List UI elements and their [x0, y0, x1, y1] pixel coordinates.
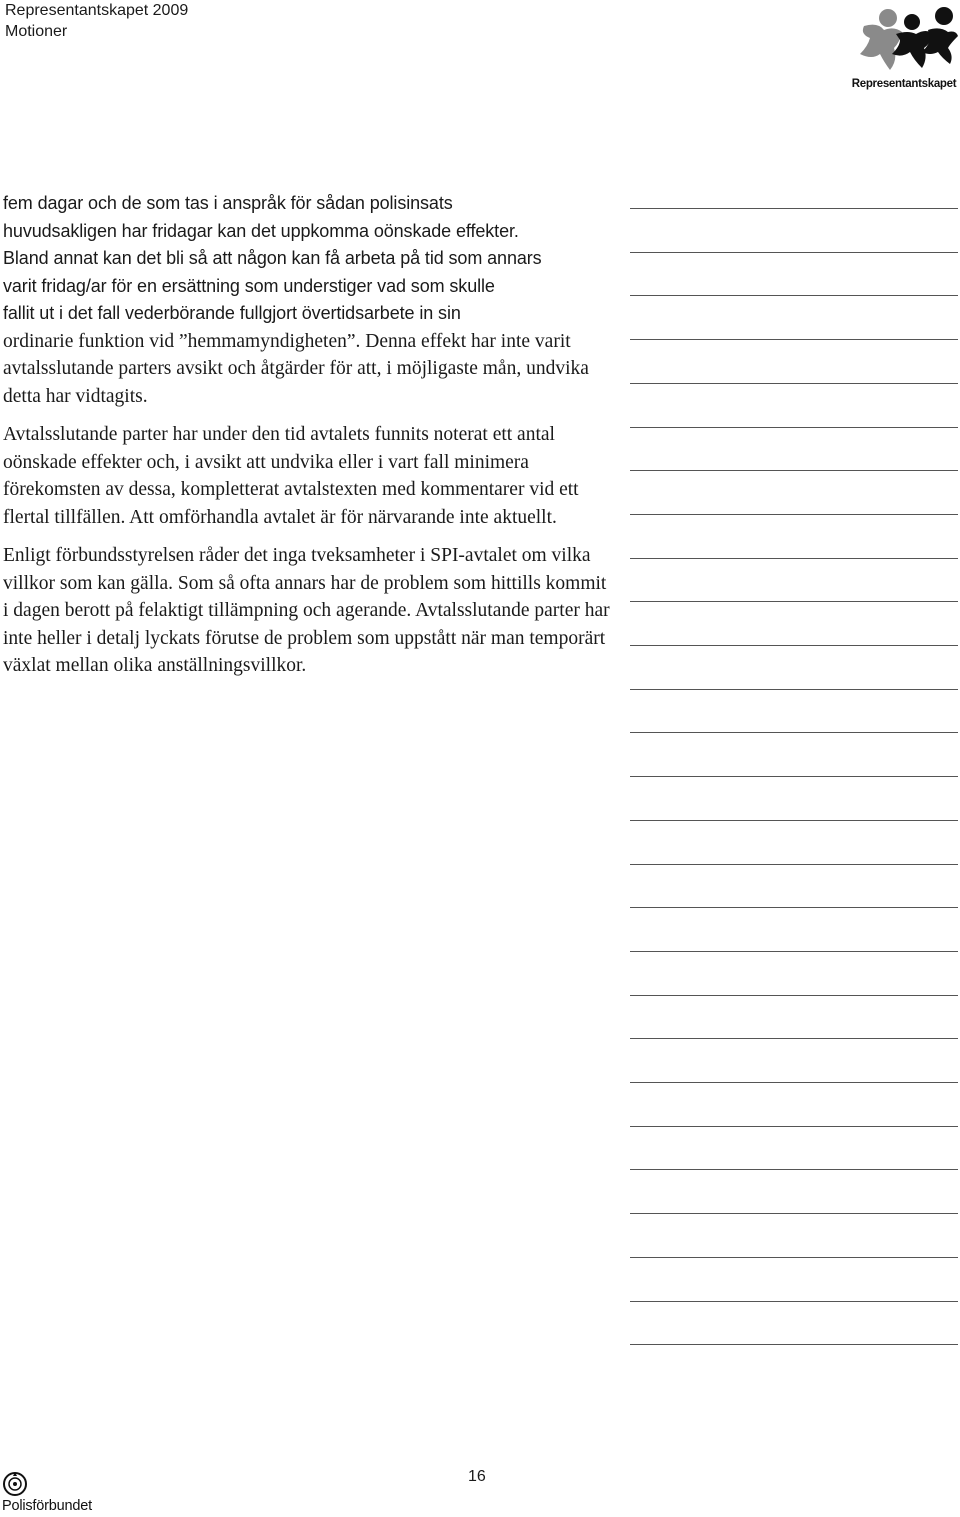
- note-line: [630, 427, 958, 428]
- police-emblem-icon: [2, 1470, 28, 1498]
- paragraph-2: Avtalsslutande parter har under den tid avtalets funnits noterat ett antal oönskade effekter och, i avsikt att undvika eller i vart fall minimera förekomsten av dessa, kompletterat avtalstexten med kommentarer vid ett flertal tillfällen. Att omförhandla avtalet är för närvarande inte aktuellt.: [3, 424, 579, 528]
- note-line: [630, 514, 958, 515]
- note-line: [630, 1169, 958, 1170]
- note-line: [630, 1082, 958, 1083]
- note-line: [630, 951, 958, 952]
- note-line: [630, 1301, 958, 1302]
- logo-label: Representantskapet: [851, 78, 957, 90]
- note-line: [630, 1257, 958, 1258]
- note-line: [630, 689, 958, 690]
- page-number: 16: [468, 1468, 486, 1485]
- paragraph-1: [3, 190, 613, 410]
- people-figures-icon: [850, 4, 958, 78]
- note-line: [630, 470, 958, 471]
- note-line: [630, 776, 958, 777]
- paragraph-1-line-5: fallit ut i det fall vederbörande fullgjort övertidsarbete in sin: [3, 303, 461, 323]
- paragraph-1-serif: ordinarie funktion vid ”hemmamyndigheten”. Denna effekt har inte varit avtalsslutande parters avsikt och åtgärder för att, i möjligaste mån, undvika detta har vidtagits.: [3, 330, 589, 407]
- footer-org-name: Polisförbundet: [2, 1498, 92, 1514]
- paragraph-1-line-2: huvudsakligen har fridagar kan det uppkomma oönskade effekter.: [3, 220, 519, 241]
- paragraph-1-line-4: varit fridag/ar för en ersättning som understiger vad som skulle: [3, 275, 495, 296]
- note-line: [630, 1126, 958, 1127]
- note-line: [630, 383, 958, 384]
- note-line: [630, 645, 958, 646]
- note-line: [630, 558, 958, 559]
- polisforbundet-logo: [2, 1470, 112, 1516]
- note-line: [630, 295, 958, 296]
- representantskapet-logo: [850, 4, 958, 96]
- paragraph-1-line-1: fem dagar och de som tas i anspråk för sådan polisinsats: [3, 193, 453, 213]
- note-line: [630, 252, 958, 253]
- note-line: [630, 339, 958, 340]
- note-line: [630, 995, 958, 996]
- paragraph-3: Enligt förbundsstyrelsen råder det inga tveksamheter i SPI-avtalet om vilka villkor som kan gälla. Som så ofta annars har de problem som hittills kommit i dagen berott på felaktigt tillämpning och agerande. Avtalsslutande parter har inte heller i detalj lyckats förutse de problem som uppstått när man temporärt växlat mellan olika anställningsvillkor.: [3, 545, 610, 676]
- note-line: [630, 732, 958, 733]
- note-line: [630, 1213, 958, 1214]
- note-line: [630, 208, 958, 209]
- document-header: [5, 0, 188, 42]
- note-line: [630, 864, 958, 865]
- note-line: [630, 1344, 958, 1345]
- header-title: Representantskapet 2009: [5, 2, 189, 19]
- paragraph-1-line-3: Bland annat kan det bli så att någon kan få arbeta på tid som annars: [3, 248, 542, 268]
- note-line: [630, 907, 958, 908]
- header-subtitle: Motioner: [5, 23, 68, 40]
- document-body: [3, 190, 613, 691]
- note-line: [630, 601, 958, 602]
- note-line: [630, 820, 958, 821]
- note-line: [630, 1038, 958, 1039]
